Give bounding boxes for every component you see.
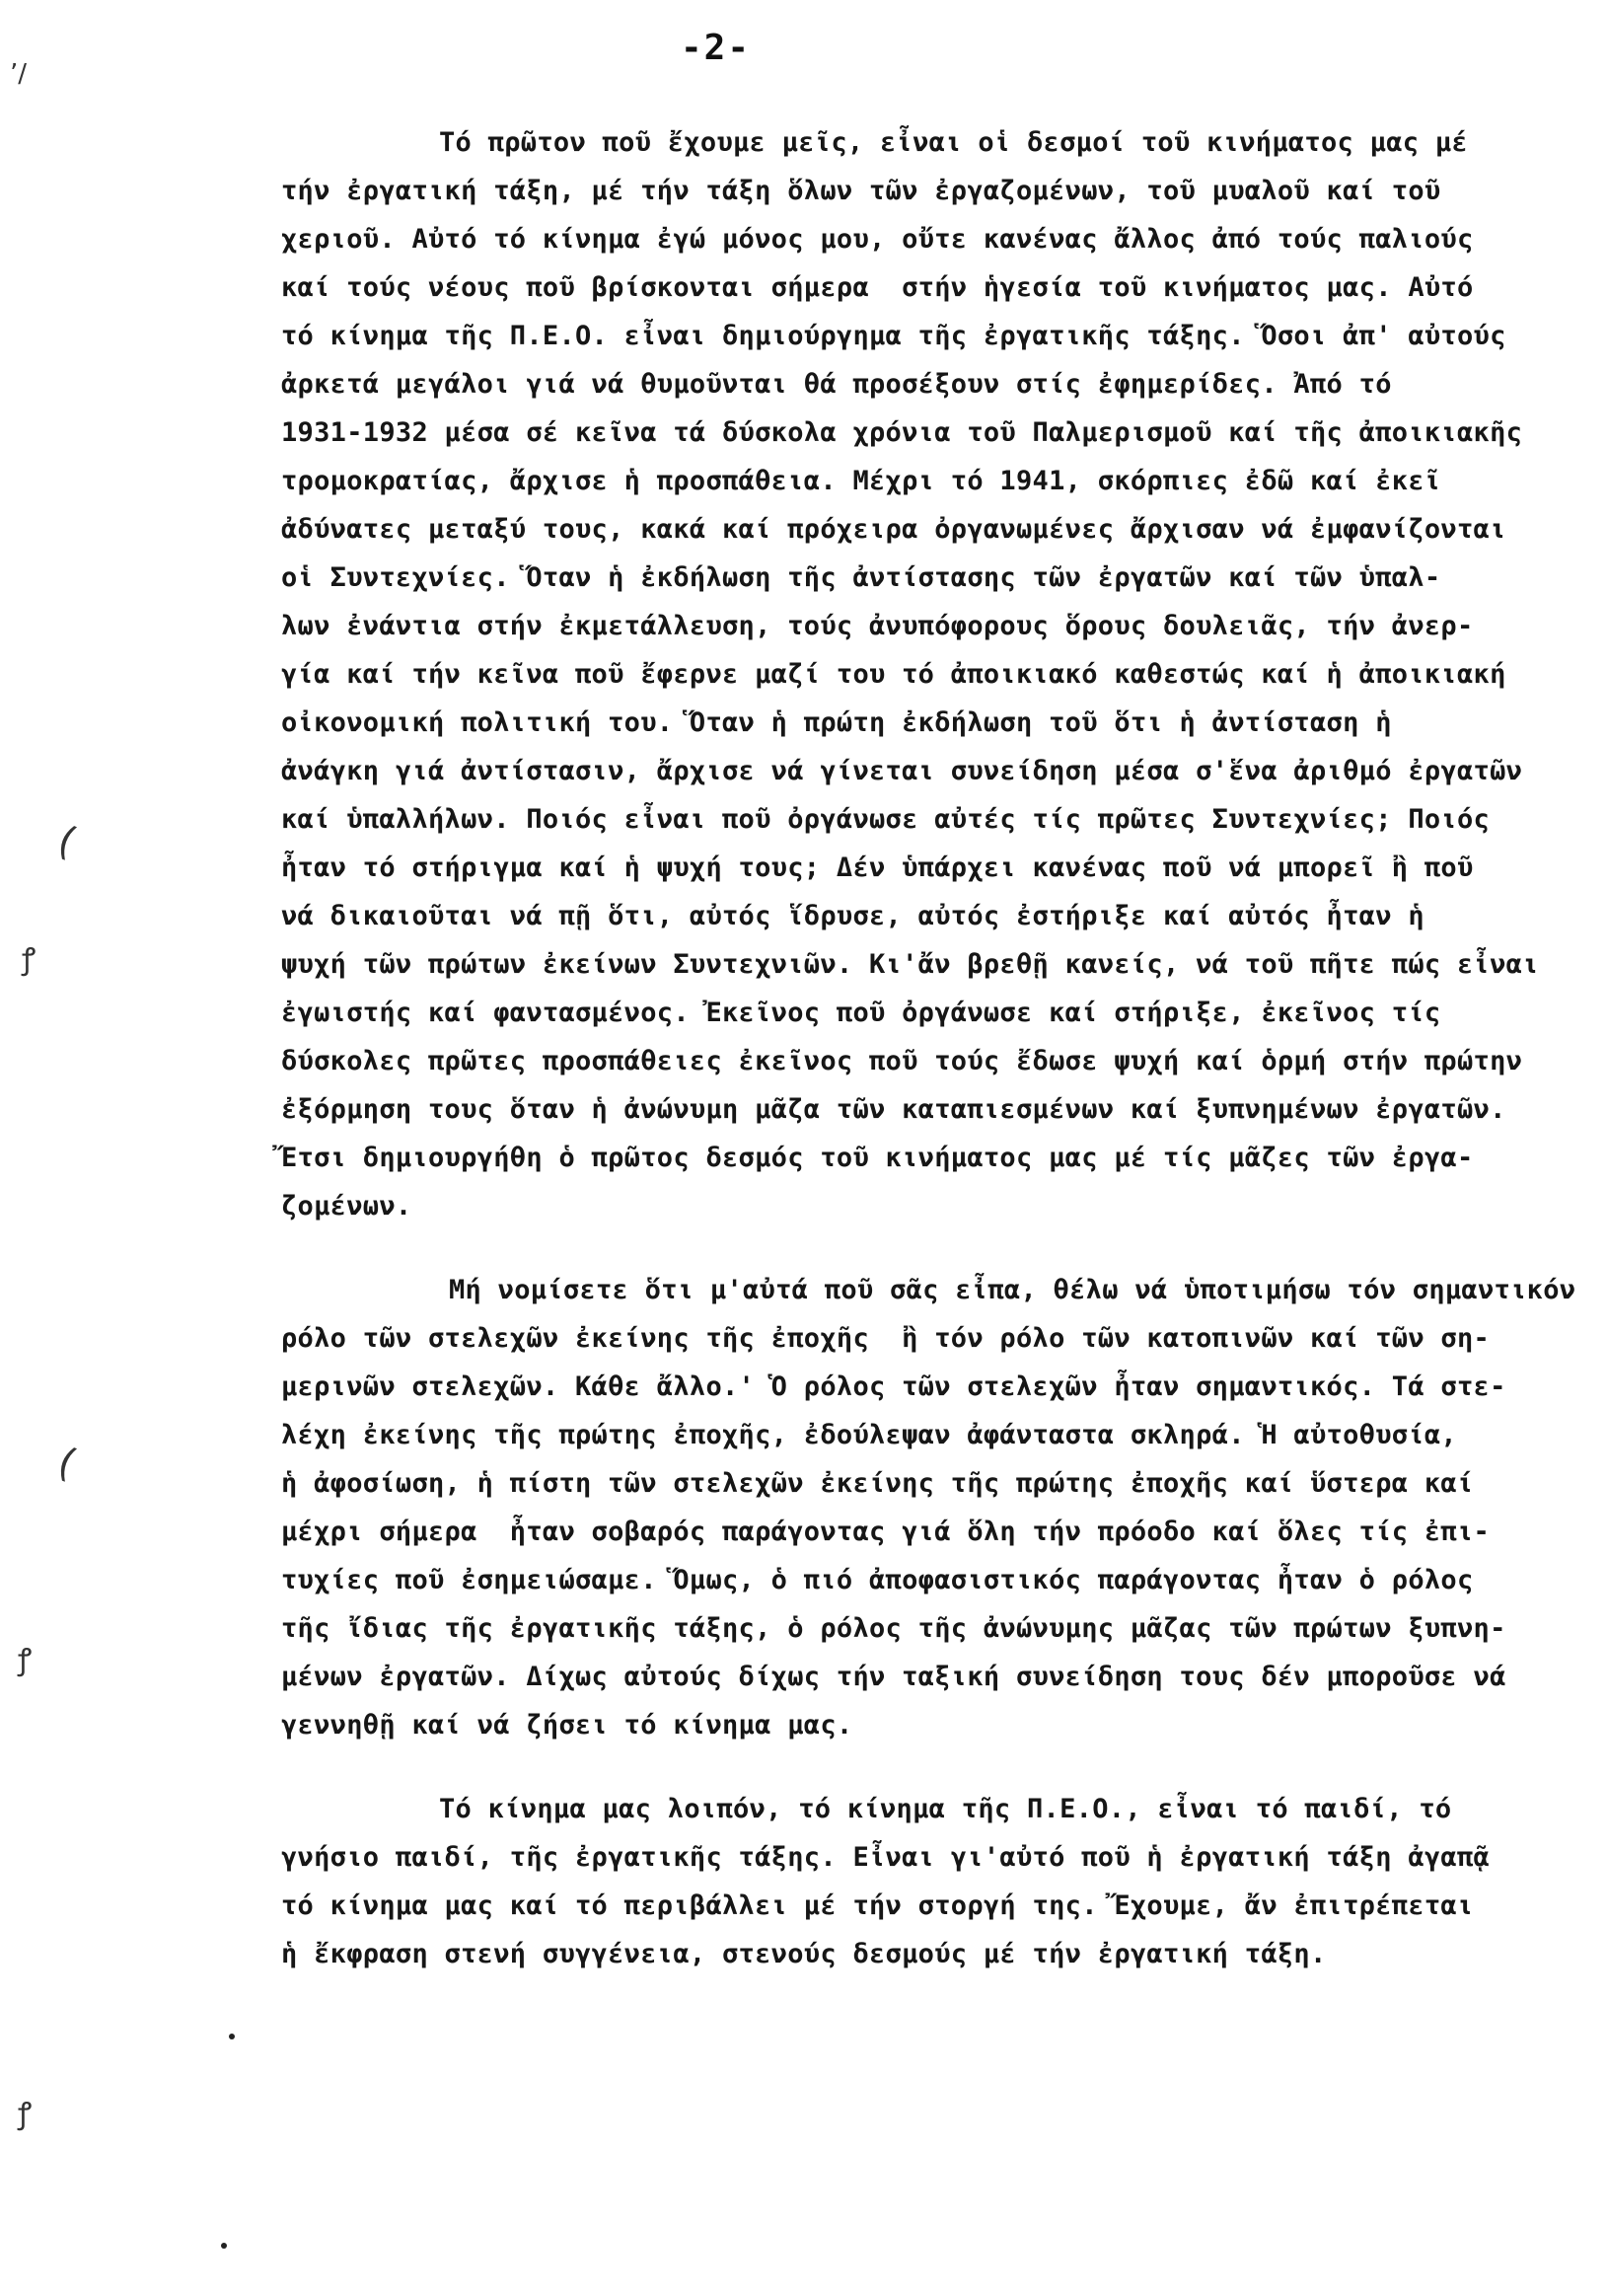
text-line: ἦταν τό στήριγμα καί ἡ ψυχή τους; Δέν ὑπάρχει κανένας ποῦ νά μπορεῖ ἢ ποῦ bbox=[281, 852, 1474, 883]
margin-mark: ꝭ bbox=[22, 942, 37, 977]
text-line: μέχρι σήμερα ἦταν σοβαρός παράγοντας γιά ὅλη τήν πρόοδο καί ὅλες τίς ἐπι- bbox=[281, 1517, 1491, 1547]
text-line: ἡ ἔκφραση στενή συγγένεια, στενούς δεσμούς μέ τήν ἐργατική τάξη. bbox=[281, 1939, 1327, 1969]
text-line: ἀδύνατες μεταξύ τους, κακά καί πρόχειρα ὀργανωμένες ἄρχισαν νά ἐμφανίζονται bbox=[281, 514, 1506, 545]
margin-dot bbox=[229, 2034, 235, 2039]
margin-mark: ( bbox=[51, 1439, 83, 1488]
text-line: Ἔτσι δημιουργήθη ὁ πρῶτος δεσμός τοῦ κινήματος μας μέ τίς μᾶζες τῶν ἐργα- bbox=[281, 1143, 1474, 1173]
text-line: οἰκονομική πολιτική του. Ὅταν ἡ πρώτη ἐκδήλωση τοῦ ὅτι ἡ ἀντίσταση ἡ bbox=[281, 707, 1392, 738]
text-line: Μή νομίσετε ὅτι μ'αὐτά ποῦ σᾶς εἶπα, θέλω νά ὑποτιμήσω τόν σημαντικόν bbox=[449, 1275, 1576, 1305]
text-line: ἀνάγκη γιά ἀντίστασιν, ἄρχισε νά γίνεται συνείδηση μέσα σ'ἕνα ἀριθμό ἐργατῶν bbox=[281, 756, 1523, 786]
text-line: ζομένων. bbox=[281, 1191, 412, 1222]
margin-mark: ꝭ bbox=[18, 1643, 33, 1677]
text-line: τρομοκρατίας, ἄρχισε ἡ προσπάθεια. Μέχρι τό 1941, σκόρπιες ἐδῶ καί ἐκεῖ bbox=[281, 466, 1441, 496]
text-line: ἀρκετά μεγάλοι γιά νά θυμοῦνται θά προσέξουν στίς ἐφημερίδες. Ἀπό τό bbox=[281, 369, 1392, 400]
text-line: γεννηθῇ καί νά ζήσει τό κίνημα μας. bbox=[281, 1710, 853, 1741]
paragraph-1 bbox=[281, 118, 1593, 1230]
text-line: νά δικαιοῦται νά πῇ ὅτι, αὐτός ἵδρυσε, αὐτός ἐστήριξε καί αὐτός ἦταν ἡ bbox=[281, 901, 1424, 931]
text-line: ἡ ἀφοσίωση, ἡ πίστη τῶν στελεχῶν ἐκείνης τῆς πρώτης ἐποχῆς καί ὕστερα καί bbox=[281, 1468, 1474, 1499]
text-line: λέχη ἐκείνης τῆς πρώτης ἐποχῆς, ἐδούλεψαν ἀφάνταστα σκληρά. Ἡ αὐτοθυσία, bbox=[281, 1420, 1457, 1450]
text-line: γία καί τήν κεῖνα ποῦ ἔφερνε μαζί του τό ἀποικιακό καθεστώς καί ἡ ἀποικιακή bbox=[281, 659, 1506, 690]
paragraph-3 bbox=[281, 1785, 1593, 1978]
margin-mark: ꝭ bbox=[18, 2097, 33, 2131]
text-line: καί τούς νέους ποῦ βρίσκονται σήμερα στήν ἡγεσία τοῦ κινήματος μας. Αὐτό bbox=[281, 272, 1474, 303]
text-line: γνήσιο παιδί, τῆς ἐργατικῆς τάξης. Εἶναι γι'αὐτό ποῦ ἡ ἐργατική τάξη ἀγαπᾷ bbox=[281, 1842, 1491, 1873]
text-line: μερινῶν στελεχῶν. Κάθε ἄλλο.' Ὁ ρόλος τῶν στελεχῶν ἦταν σημαντικός. Τά στε- bbox=[281, 1371, 1506, 1402]
text-line: μένων ἐργατῶν. Δίχως αὐτούς δίχως τήν ταξική συνείδηση τους δέν μποροῦσε νά bbox=[281, 1662, 1506, 1692]
margin-mark: ʼ/ bbox=[10, 59, 28, 89]
page-number: -2- bbox=[681, 28, 752, 68]
document-body bbox=[281, 118, 1593, 1978]
margin-dot bbox=[221, 2243, 227, 2249]
text-line: τό κίνημα μας καί τό περιβάλλει μέ τήν στοργή της. Ἔχουμε, ἄν ἐπιτρέπεται bbox=[281, 1890, 1474, 1921]
text-line: χεριοῦ. Αὐτό τό κίνημα ἐγώ μόνος μου, οὔτε κανένας ἄλλος ἀπό τούς παλιούς bbox=[281, 224, 1474, 255]
text-line: τῆς ἴδιας τῆς ἐργατικῆς τάξης, ὁ ρόλος τῆς ἀνώνυμης μᾶζας τῶν πρώτων ξυπνη- bbox=[281, 1613, 1506, 1644]
text-line: ἐγωιστής καί φαντασμένος. Ἐκεῖνος ποῦ ὀργάνωσε καί στήριξε, ἐκεῖνος τίς bbox=[281, 998, 1441, 1028]
text-line: τήν ἐργατική τάξη, μέ τήν τάξη ὅλων τῶν ἐργαζομένων, τοῦ μυαλοῦ καί τοῦ bbox=[281, 176, 1441, 206]
text-line: λων ἐνάντια στήν ἐκμετάλλευση, τούς ἀνυπόφορους ὅρους δουλειᾶς, τήν ἀνερ- bbox=[281, 611, 1474, 641]
text-line: τυχίες ποῦ ἐσημειώσαμε. Ὅμως, ὁ πιό ἀποφασιστικός παράγοντας ἦταν ὁ ρόλος bbox=[281, 1565, 1474, 1595]
text-line: δύσκολες πρῶτες προσπάθειες ἐκεῖνος ποῦ τούς ἔδωσε ψυχή καί ὁρμή στήν πρώτην bbox=[281, 1046, 1523, 1076]
text-line: Τό κίνημα μας λοιπόν, τό κίνημα τῆς Π.Ε.Ο., εἶναι τό παιδί, τό bbox=[439, 1794, 1452, 1824]
text-line: ψυχή τῶν πρώτων ἐκείνων Συντεχνιῶν. Κι'ἄν βρεθῇ κανείς, νά τοῦ πῆτε πώς εἶναι bbox=[281, 949, 1539, 980]
text-line: ἐξόρμηση τους ὅταν ἡ ἀνώνυμη μᾶζα τῶν καταπιεσμένων καί ξυπνημένων ἐργατῶν. bbox=[281, 1094, 1506, 1125]
text-line: τό κίνημα τῆς Π.Ε.Ο. εἶναι δημιούργημα τῆς ἐργατικῆς τάξης. Ὅσοι ἀπ' αὐτούς bbox=[281, 321, 1506, 351]
text-line: οἱ Συντεχνίες. Ὅταν ἡ ἐκδήλωση τῆς ἀντίστασης τῶν ἐργατῶν καί τῶν ὑπαλ- bbox=[281, 562, 1441, 593]
paragraph-2 bbox=[281, 1266, 1593, 1749]
text-line: καί ὑπαλλήλων. Ποιός εἶναι ποῦ ὀργάνωσε αὐτές τίς πρῶτες Συντεχνίες; Ποιός bbox=[281, 804, 1491, 835]
text-line: Τό πρῶτον ποῦ ἔχουμε μεῖς, εἶναι οἱ δεσμοί τοῦ κινήματος μας μέ bbox=[439, 127, 1468, 158]
margin-mark: ( bbox=[51, 817, 83, 866]
text-line: 1931-1932 μέσα σέ κεῖνα τά δύσκολα χρόνια τοῦ Παλμερισμοῦ καί τῆς ἀποικιακῆς bbox=[281, 417, 1523, 448]
text-line: ρόλο τῶν στελεχῶν ἐκείνης τῆς ἐποχῆς ἢ τόν ρόλο τῶν κατοπινῶν καί τῶν ση- bbox=[281, 1323, 1491, 1354]
